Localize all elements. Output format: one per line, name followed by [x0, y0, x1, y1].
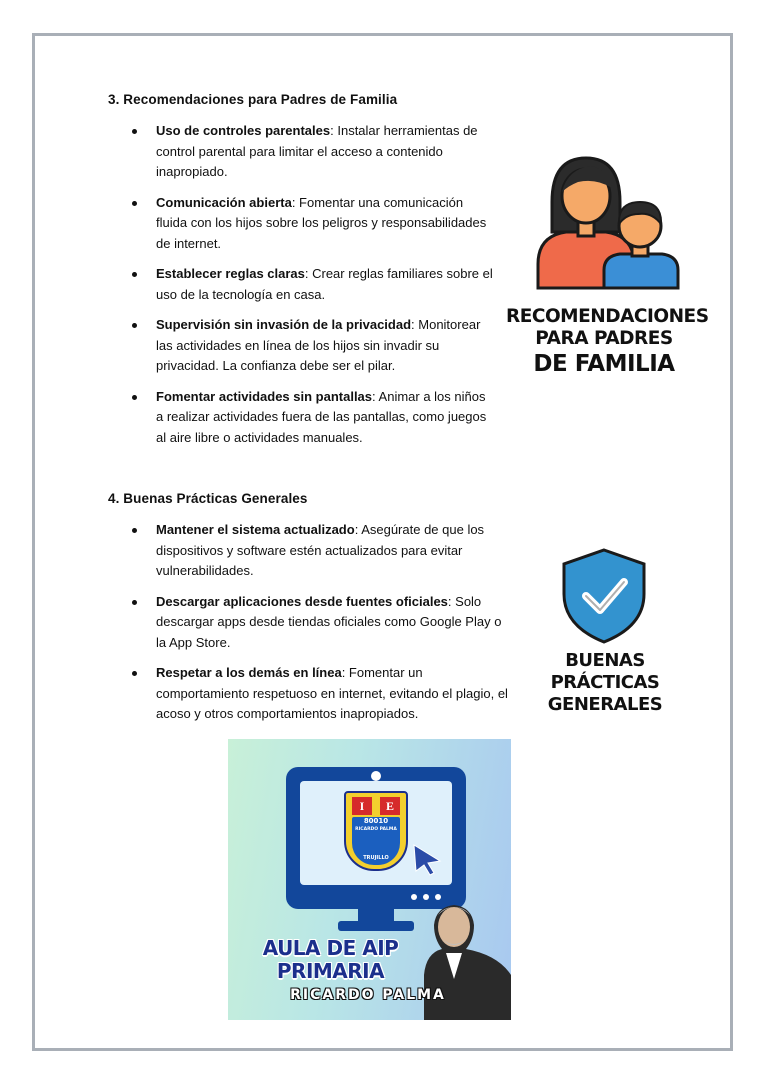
caption-line: RECOMENDACIONES [506, 306, 709, 327]
bullet-icon [132, 201, 137, 206]
aip-title-line1: AULA DE AIP [262, 936, 399, 960]
list-item: Comunicación abierta: Fomentar una comunicación fluida con los hijos sobre los peligros y responsabilidades de internet. [130, 193, 495, 255]
aip-subtitle: RICARDO PALMA [290, 987, 446, 1003]
bullet-icon [132, 272, 137, 277]
badge-letter: E [380, 797, 400, 815]
badge-number: 80010 [363, 817, 389, 825]
aip-title-line2: PRIMARIA [276, 959, 385, 983]
section-4-title: 4. Buenas Prácticas Generales [108, 491, 308, 506]
list-item: Establecer reglas claras: Crear reglas familiares sobre el uso de la tecnología en casa. [130, 264, 495, 305]
shield-check-icon [558, 546, 650, 646]
caption-line: PRÁCTICAS [550, 672, 660, 693]
bullet-icon [132, 671, 137, 676]
school-badge [344, 791, 408, 871]
section-3-title: 3. Recomendaciones para Padres de Familia [108, 92, 398, 107]
bullet-icon [132, 323, 137, 328]
caption-line: BUENAS [565, 650, 645, 671]
practices-caption [520, 650, 690, 716]
caption-line: DE FAMILIA [533, 351, 675, 377]
parent-recommendations-list [130, 121, 495, 458]
badge-name: RICARDO PALMA [355, 827, 397, 832]
bullet-icon [132, 600, 137, 605]
list-item: Respetar a los demás en línea: Fomentar un comportamiento respetuoso en internet, evitando el plagio, el acoso y otros comportamientos inapropiados. [130, 663, 515, 725]
aula-aip-logo [228, 739, 511, 1020]
caption-line: GENERALES [547, 694, 663, 715]
parent-and-child-icon [534, 152, 684, 292]
badge-letter: I [352, 797, 372, 815]
general-practices-list [130, 520, 515, 735]
list-item: Supervisión sin invasión de la privacidad: Monitorear las actividades en línea de los hijos sin invadir su privacidad. La confianza debe ser el pilar. [130, 315, 495, 377]
bullet-icon [132, 528, 137, 533]
bullet-icon [132, 395, 137, 400]
badge-city: TRUJILLO [363, 855, 389, 861]
list-item: Descargar aplicaciones desde fuentes oficiales: Solo descargar apps desde tiendas oficiales como Google Play o la App Store. [130, 592, 515, 654]
list-item: Uso de controles parentales: Instalar herramientas de control parental para limitar el acceso a contenido inapropiado. [130, 121, 495, 183]
list-item: Fomentar actividades sin pantallas: Animar a los niños a realizar actividades fuera de las pantallas, como juegos al aire libre o actividades manuales. [130, 387, 495, 449]
caption-line: PARA PADRES [535, 328, 673, 349]
bullet-icon [132, 129, 137, 134]
list-item: Mantener el sistema actualizado: Asegúrate de que los dispositivos y software estén actualizados para evitar vulnerabilidades. [130, 520, 515, 582]
parents-caption [506, 306, 709, 378]
